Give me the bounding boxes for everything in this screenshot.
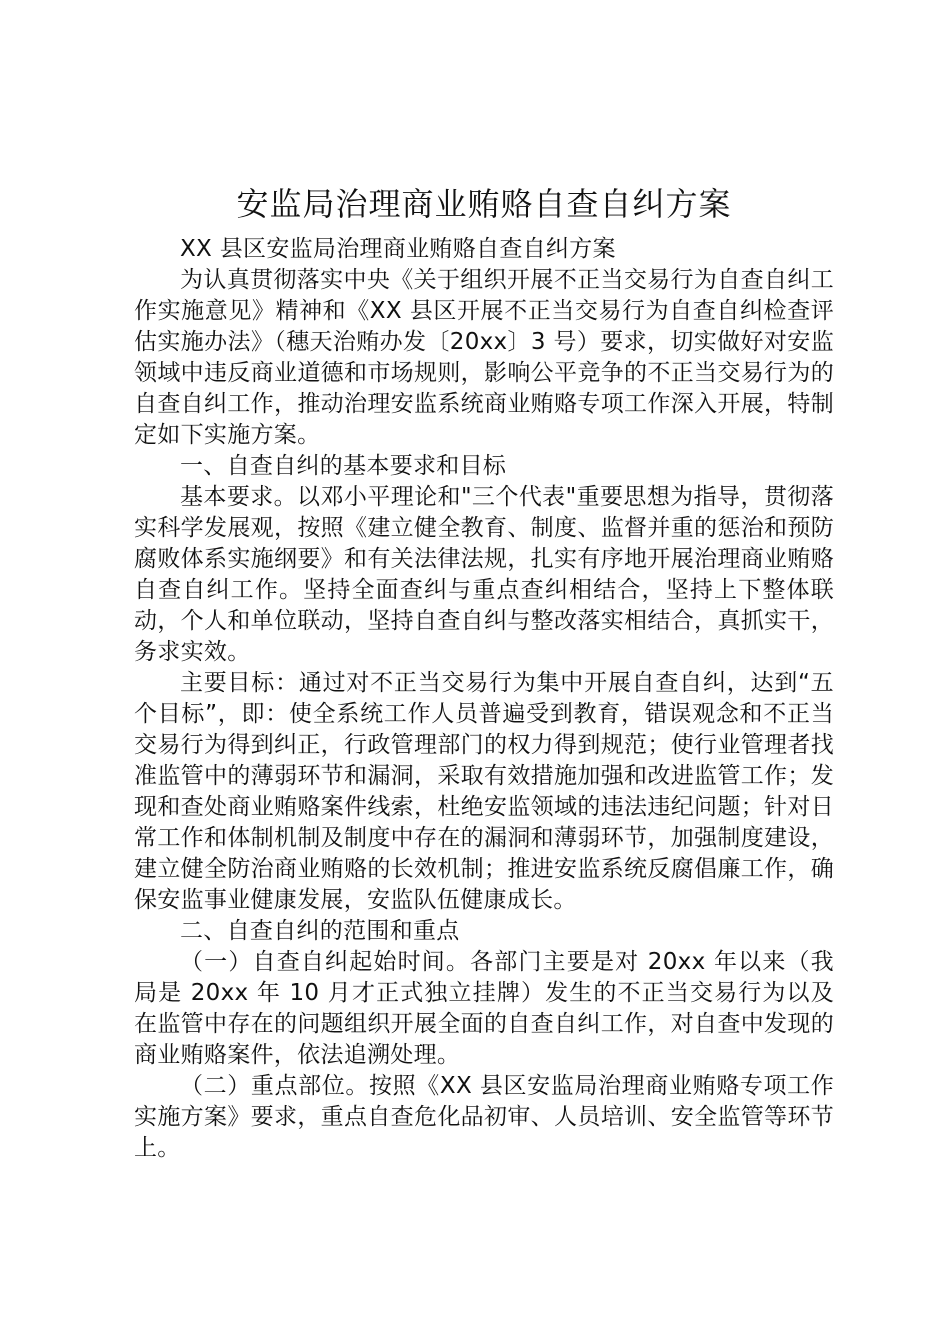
main-goals-paragraph: 主要目标：通过对不正当交易行为集中开展自查自纠，达到“五个目标”，即：使全系统工作人员普遍受到教育，错误观念和不正当交易行为得到纠正，行政管理部门的权力得到规范；使行业管理者找准监管中的薄弱环节和漏洞，采取有效措施加强和改进监管工作；发现和查处商业贿赂案件线索，杜绝安监领域的违法违纪问题；针对日常工作和体制机制及制度中存在的漏洞和薄弱环节，加强制度建设，建立健全防治商业贿赂的长效机制；推进安监系统反腐倡廉工作，确保安监事业健康发展，安监队伍健康成长。 bbox=[134, 670, 834, 913]
basic-requirements-paragraph: 基本要求。以邓小平理论和"三个代表"重要思想为指导，贯彻落实科学发展观，按照《建立健全教育、制度、监督并重的惩治和预防腐败体系实施纲要》和有关法律法规，扎实有序地开展治理商业贿赂自查自纠工作。坚持全面查纠与重点查纠相结合，坚持上下整体联动，个人和单位联动，坚持自查自纠与整改落实相结合，真抓实干，务求实效。 bbox=[134, 484, 834, 665]
intro-paragraph: 为认真贯彻落实中央《关于组织开展不正当交易行为自查自纠工作实施意见》精神和《XX 县区开展不正当交易行为自查自纠检查评估实施办法》（穗天治贿办发〔20xx〕3 号）要求，切实做好对安监领域中违反商业道德和市场规则，影响公平竞争的不正当交易行为的自查自纠工作，推动治理安监系统商业贿赂专项工作深入开展，特制定如下实施方案。 bbox=[134, 267, 834, 448]
start-time-paragraph: （一）自查自纠起始时间。各部门主要是对 20xx 年以来（我局是 20xx 年 10 月才正式独立挂牌）发生的不正当交易行为以及在监管中存在的问题组织开展全面的自查自纠工作，对自查中发现的商业贿赂案件，依法追溯处理。 bbox=[134, 949, 834, 1068]
subtitle-paragraph: XX 县区安监局治理商业贿赂自查自纠方案 bbox=[180, 236, 616, 262]
document-title: 安监局治理商业贿赂自查自纠方案 bbox=[236, 185, 732, 223]
section-heading-1: 一、自查自纠的基本要求和目标 bbox=[180, 453, 507, 479]
key-areas-paragraph: （二）重点部位。按照《XX 县区安监局治理商业贿赂专项工作实施方案》要求，重点自查危化品初审、人员培训、安全监管等环节上。 bbox=[134, 1073, 834, 1161]
section-heading-2: 二、自查自纠的范围和重点 bbox=[180, 918, 460, 944]
document-page bbox=[134, 182, 834, 1164]
